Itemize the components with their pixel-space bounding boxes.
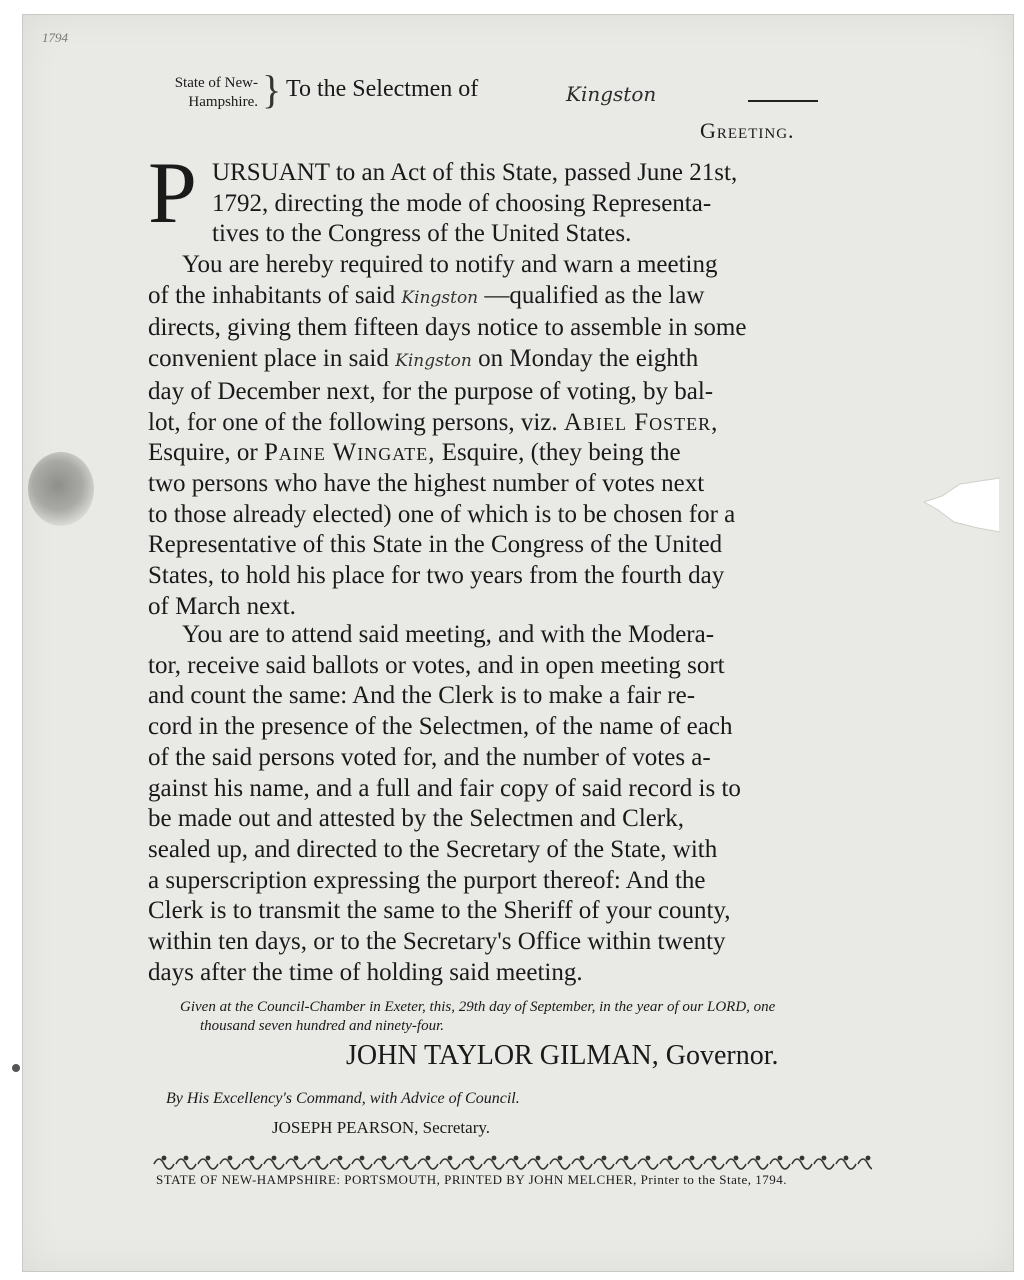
para2-line: convenient place in said Kingston on Monday the eighth	[148, 345, 699, 373]
ornament-dot	[448, 1156, 451, 1159]
para3-line: a superscription expressing the purport thereof: And the	[148, 866, 706, 894]
ornament-scroll	[792, 1159, 812, 1169]
ornament-scroll	[660, 1159, 680, 1169]
ornament-scroll	[726, 1159, 746, 1169]
ornament-dot	[470, 1156, 473, 1159]
para3-line: within ten days, or to the Secretary's Office within twenty	[148, 928, 726, 956]
ornament-dot	[536, 1156, 539, 1159]
handwritten-town-name: Kingston	[566, 82, 657, 106]
para3-line: cord in the presence of the Selectmen, of the name of each	[148, 713, 733, 741]
ornament-scroll	[572, 1159, 592, 1169]
clerk-paragraph	[148, 620, 878, 988]
ornament-dot	[646, 1156, 649, 1159]
opening-line-1: URSUANT to an Act of this State, passed June 21st,	[212, 159, 738, 186]
para3-line: gainst his name, and a full and fair copy of said record is to	[148, 774, 741, 802]
brace-mark: }	[262, 67, 282, 112]
printer-imprint: STATE OF NEW-HAMPSHIRE: PORTSMOUTH, PRINTED BY JOHN MELCHER, Printer to the State, 1794.	[156, 1172, 788, 1187]
ornament-dot	[162, 1156, 165, 1159]
ornament-dot	[866, 1156, 869, 1159]
ornament-scroll	[154, 1159, 174, 1169]
given-line-1: Given at the Council-Chamber in Exeter, this, 29th day of September, in the year of our LORD, one	[180, 999, 776, 1015]
ornament-dot	[338, 1156, 341, 1159]
ornament-scroll	[198, 1159, 218, 1169]
ornament-scroll	[264, 1159, 284, 1169]
ornament-scroll	[814, 1159, 834, 1169]
ornament-scroll	[528, 1159, 548, 1169]
ornament-dot	[580, 1156, 583, 1159]
candidate-name: Paine Wingate,	[263, 439, 436, 467]
para3-line: Clerk is to transmit the same to the Sheriff of your county,	[148, 897, 731, 925]
para2-line: Representative of this State in the Congress of the United	[148, 531, 723, 559]
ornament-dot	[228, 1156, 231, 1159]
ornament-dot	[800, 1156, 803, 1159]
ornament-scroll	[176, 1159, 196, 1169]
secretary-line: JOSEPH PEARSON, Secretary.	[272, 1118, 491, 1137]
greeting: Greeting.	[700, 118, 795, 143]
pencil-date-note: 1794	[42, 30, 68, 45]
para3-line: You are to attend said meeting, and with the Modera-	[182, 621, 715, 648]
para3-line: and count the same: And the Clerk is to make a fair re-	[148, 682, 696, 710]
para2-line: day of December next, for the purpose of voting, by bal-	[148, 377, 714, 405]
ornament-dot	[778, 1156, 781, 1159]
para3-line: of the said persons voted for, and the number of votes a-	[148, 743, 711, 771]
ornament-scroll	[352, 1159, 372, 1169]
para3-line: days after the time of holding said meeting.	[148, 958, 583, 986]
ornament-dot	[558, 1156, 561, 1159]
handwritten-town-inline: Kingston	[401, 287, 479, 308]
ornament-dot	[404, 1156, 407, 1159]
ornament-scroll	[484, 1159, 504, 1169]
ornament-dot	[668, 1156, 671, 1159]
para2-line: States, to hold his place for two years from the fourth day	[148, 562, 725, 590]
para2-line: Esquire, or Paine Wingate, Esquire, (they being the	[148, 439, 681, 467]
para2-line: two persons who have the highest number of votes next	[148, 469, 705, 497]
paper-tear	[920, 470, 1000, 540]
state-label-line1: State of New-	[174, 75, 258, 91]
ornament-dot	[184, 1156, 187, 1159]
ornament-scroll	[770, 1159, 790, 1169]
command-line: By His Excellency's Command, with Advice of Council.	[166, 1090, 520, 1107]
paper-stain	[28, 452, 94, 526]
para2-line: lot, for one of the following persons, viz. Abiel Foster,	[148, 408, 719, 436]
ornament-scroll	[396, 1159, 416, 1169]
ornament-scroll	[506, 1159, 526, 1169]
ornament-dot	[316, 1156, 319, 1159]
handwritten-town-inline: Kingston	[395, 351, 472, 372]
ornament-scroll	[858, 1159, 872, 1169]
ornament-scroll	[836, 1159, 856, 1169]
ornament-scroll	[594, 1159, 614, 1169]
ornament-dot	[822, 1156, 825, 1159]
drop-cap: P	[148, 145, 197, 242]
opening-line-3: tives to the Congress of the United States.	[212, 220, 632, 248]
opening-paragraph	[212, 158, 878, 250]
given-line-2: thousand seven hundred and ninety-four.	[200, 1018, 444, 1034]
ornament-scroll	[440, 1159, 460, 1169]
margin-mark	[12, 1064, 20, 1072]
given-at-clause	[180, 998, 880, 1036]
ornament-dot	[382, 1156, 385, 1159]
ornament-dot	[294, 1156, 297, 1159]
ornament-dot	[624, 1156, 627, 1159]
governor-signature: JOHN TAYLOR GILMAN, Governor.	[346, 1040, 779, 1071]
ornament-scroll	[638, 1159, 658, 1169]
ornament-scroll	[418, 1159, 438, 1169]
para3-line: tor, receive said ballots or votes, and in open meeting sort	[148, 651, 725, 679]
ornament-scroll	[286, 1159, 306, 1169]
ornament-dot	[712, 1156, 715, 1159]
ornament-scroll	[704, 1159, 724, 1169]
ornament-scroll	[330, 1159, 350, 1169]
ornament-dot	[426, 1156, 429, 1159]
state-label	[150, 74, 258, 112]
para2-line: You are hereby required to notify and warn a meeting	[182, 251, 718, 278]
ornament-dot	[250, 1156, 253, 1159]
para3-line: sealed up, and directed to the Secretary of the State, with	[148, 835, 718, 863]
ornament-dot	[734, 1156, 737, 1159]
ornament-dot	[602, 1156, 605, 1159]
ornament-scroll	[550, 1159, 570, 1169]
ornament-dot	[690, 1156, 693, 1159]
ornament-dot	[844, 1156, 847, 1159]
ornament-scroll	[462, 1159, 482, 1169]
para2-line: to those already elected) one of which is to be chosen for a	[148, 500, 736, 528]
ornament-dot	[206, 1156, 209, 1159]
blank-rule	[748, 100, 818, 102]
ornament-scroll	[748, 1159, 768, 1169]
para2-line: of the inhabitants of said Kingston —qualified as the law	[148, 281, 705, 309]
ornament-dot	[492, 1156, 495, 1159]
para2-line: of March next.	[148, 592, 296, 620]
opening-line-2: 1792, directing the mode of choosing Representa-	[212, 189, 712, 217]
ornament-dot	[272, 1156, 275, 1159]
meeting-paragraph	[148, 250, 878, 622]
ornament-dot	[514, 1156, 517, 1159]
ornament-dot	[756, 1156, 759, 1159]
ornament-scroll	[616, 1159, 636, 1169]
ornament-scroll	[242, 1159, 262, 1169]
ornament-dot	[360, 1156, 363, 1159]
ornament-scroll	[374, 1159, 394, 1169]
address-line: To the Selectmen of	[286, 76, 479, 102]
ornament-scroll	[308, 1159, 328, 1169]
ornamental-border	[150, 1150, 872, 1172]
para2-line: directs, giving them fifteen days notice to assemble in some	[148, 314, 747, 342]
para3-line: be made out and attested by the Selectmen and Clerk,	[148, 805, 684, 833]
ornament-scroll	[682, 1159, 702, 1169]
candidate-name: Abiel Foster,	[563, 408, 719, 436]
ornament-scroll	[220, 1159, 240, 1169]
state-label-line2: Hampshire.	[188, 94, 258, 110]
